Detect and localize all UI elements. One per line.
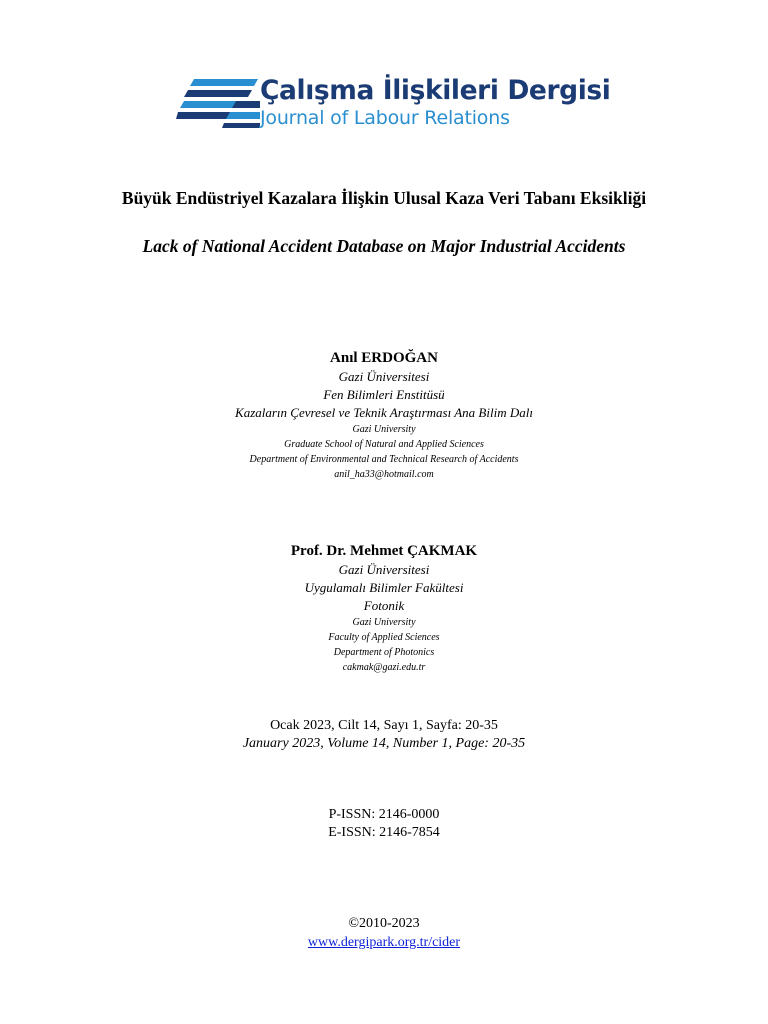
- author-email: anil_ha33@hotmail.com: [334, 469, 434, 480]
- affiliation-university-tr: Gazi Üniversitesi: [338, 562, 430, 577]
- affiliation-department-tr: Kazaların Çevresel ve Teknik Araştırması Ana Bilim Dalı: [235, 405, 533, 420]
- issue-info-tr: Ocak 2023, Cilt 14, Sayı 1, Sayfa: 20-35: [270, 718, 498, 733]
- issue-info: [0, 717, 768, 753]
- affiliation-university-tr: Gazi Üniversitesi: [338, 369, 430, 384]
- author-block: [0, 541, 768, 675]
- affiliation-faculty-en: Faculty of Applied Sciences: [328, 632, 440, 643]
- journal-website-link[interactable]: www.dergipark.org.tr/cider: [307, 935, 461, 950]
- journal-logo-stripes-icon: [176, 77, 260, 129]
- copyright: ©2010-2023: [348, 916, 420, 931]
- affiliation-university-en: Gazi University: [352, 617, 416, 628]
- electronic-issn: E-ISSN: 2146-7854: [328, 825, 440, 840]
- affiliation-department-en: Department of Environmental and Technical Research of Accidents: [249, 454, 519, 465]
- issn-info: [0, 806, 768, 842]
- author-block: [0, 348, 768, 482]
- print-issn: P-ISSN: 2146-0000: [328, 807, 440, 822]
- author-name: Anıl ERDOĞAN: [330, 350, 438, 366]
- footer: [0, 914, 768, 952]
- journal-name-en: Journal of Labour Relations: [260, 107, 510, 129]
- affiliation-institute-tr: Fen Bilimleri Enstitüsü: [323, 387, 445, 402]
- affiliation-university-en: Gazi University: [352, 424, 416, 435]
- issue-info-en: January 2023, Volume 14, Number 1, Page: 20-35: [242, 736, 526, 751]
- affiliation-department-en: Department of Photonics: [333, 647, 435, 658]
- article-title-en: Lack of National Accident Database on Major Industrial Accidents: [142, 236, 626, 256]
- affiliation-institute-en: Graduate School of Natural and Applied Sciences: [284, 439, 484, 450]
- author-email: cakmak@gazi.edu.tr: [342, 662, 426, 673]
- journal-logo: [176, 74, 611, 134]
- journal-name-tr: Çalışma İlişkileri Dergisi: [260, 75, 611, 106]
- article-title-tr: Büyük Endüstriyel Kazalara İlişkin Ulusal Kaza Veri Tabanı Eksikliği: [121, 188, 647, 208]
- affiliation-faculty-tr: Uygulamalı Bilimler Fakültesi: [304, 580, 464, 595]
- affiliation-department-tr: Fotonik: [363, 598, 405, 613]
- author-name: Prof. Dr. Mehmet ÇAKMAK: [290, 543, 478, 559]
